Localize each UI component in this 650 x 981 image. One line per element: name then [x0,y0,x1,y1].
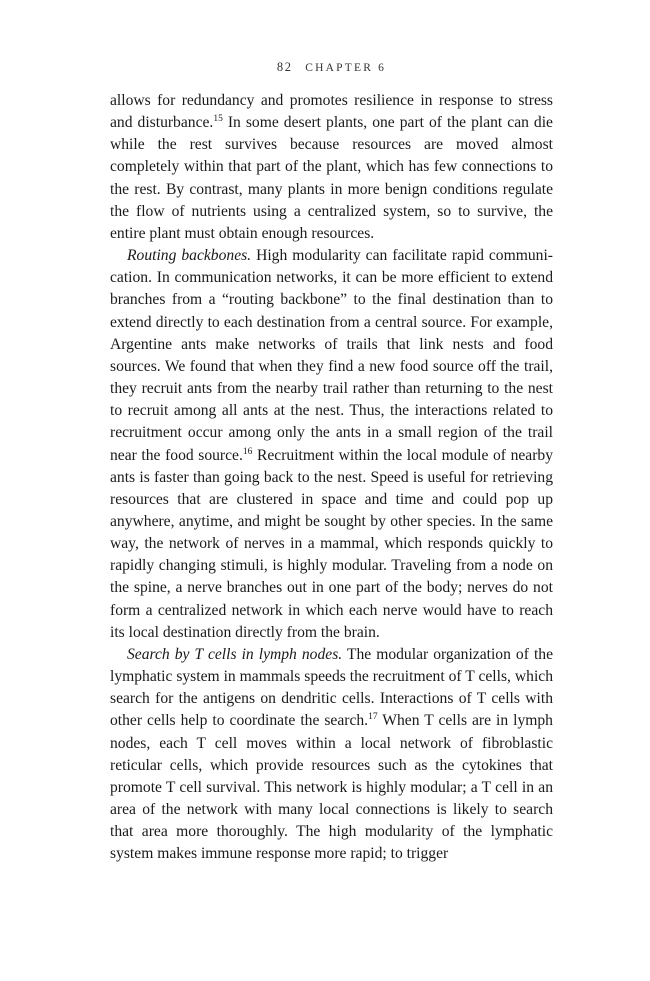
page-number: 82 [276,60,293,74]
running-head [110,58,553,76]
paragraph-text: The modular organization of the lymphatic system in mammals speeds the recruitment of T cells, which search for the antigens on dendritic cells. Interactions of T cells with other cells help to coordinate the search. [110,645,553,730]
body-text [110,90,553,865]
paragraph-text: allows for redundancy and promotes resilience in response to stress and disturbance. [110,92,553,132]
paragraph-routing-backbones [110,245,553,644]
book-page [110,58,553,865]
run-in-heading: Routing backbones. [127,247,252,265]
run-in-heading: Search by T cells in lymph nodes. [127,645,343,663]
footnote-ref: 15 [213,113,223,124]
footnote-ref: 16 [242,446,253,457]
paragraph-text-rest: Recruitment within the local module of nearby ants is faster than going back to the nest. Speed is useful for retrieving resources that are clustered in space and time and could pop up anywhere, anytime, and might be sought by other species. In the same way, the network of nerves in a mammal, which responds quickly to rapidly changing stimuli, is highly modular. Traveling from a node on the spine, a nerve branches out in one part of the body; nerves do not form a centralized network in which each nerve would have to reach its local destination directly from the brain. [110,446,554,641]
footnote-ref: 17 [368,712,378,723]
paragraph-t-cells [110,644,553,866]
chapter-label: CHAPTER 6 [305,62,387,74]
paragraph-text-rest: In some desert plants, one part of the plant can die while the rest survives because resources are moved almost completely within that part of the plant, which has few connections to the rest. By contrast, many plants in more benign conditions regulate the flow of nutrients using a centralized system, so to survive, the entire plant must obtain enough resources. [110,114,553,242]
paragraph-text-rest: When T cells are in lymph nodes, each T cell moves within a local network of fibroblastic reticular cells, which provide resources such as the cytokines that promote T cell survival. This network is highly modular; a T cell in an area of the network with many local connections is likely to search that area more thoroughly. The high modularity of the lymphatic system makes immune response more rapid; to trigger [110,712,553,863]
paragraph-continued [110,90,553,245]
paragraph-text: High modularity can facilitate rapid communication. In communication networks, it can be more efficient to extend branches from a “routing backbone” to the final destination than to extend directly to each destination from a central source. For example, Argentine ants make networks of trails that link nests and food sources. We found that when they find a new food source off the trail, they recruit ants from the nearby trail rather than returning to the nest to recruit among all ants at the nest. Thus, the interactions related to recruitment occur among only the ants in a small region of the trail near the food source. [110,247,553,464]
